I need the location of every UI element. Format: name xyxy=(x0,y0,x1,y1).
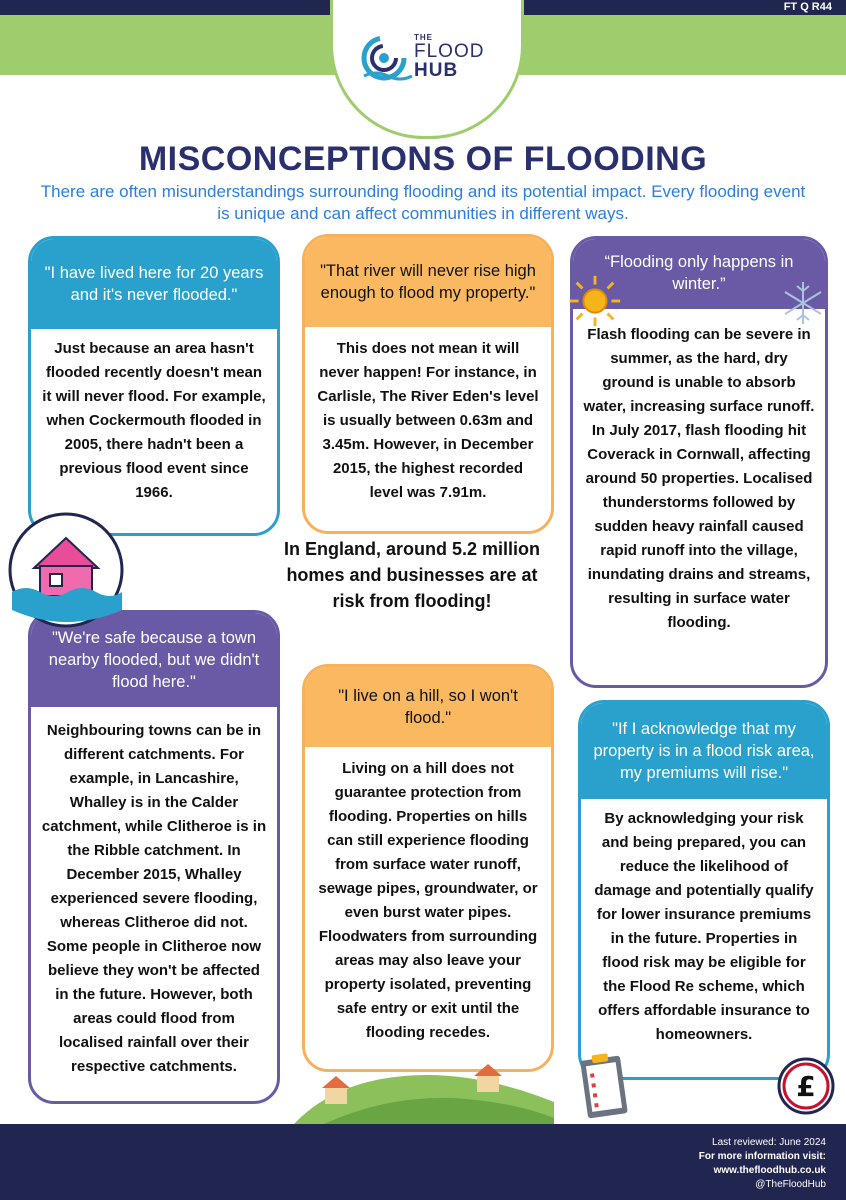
logo-wordmark xyxy=(414,34,484,80)
card-town-nearby xyxy=(28,610,280,1104)
pound-icon xyxy=(776,1056,836,1116)
card-heading: “Flooding only happens in winter.” xyxy=(573,239,825,309)
card-body: Neighbouring towns can be in different catchments. For example, in Lancashire, Whalley is in the Calder catchment, while Clitheroe is in the Ribble catchment. In December 2015, Whalley experienced severe flooding, whereas Clitheroe did not. Some people in Clitheroe now believe they won't be affected in the future. However, both areas could flood from localised rainfall over their respective catchments. xyxy=(41,722,267,1075)
card-live-on-hill xyxy=(302,664,554,1072)
social-handle[interactable]: @TheFloodHub xyxy=(755,1179,826,1190)
hill-houses-icon xyxy=(294,1062,554,1124)
card-heading: "That river will never rise high enough to flood my property." xyxy=(305,237,551,327)
card-never-flooded xyxy=(28,236,280,536)
logo-the: THE xyxy=(414,33,433,42)
logo-flood: FLOOD xyxy=(414,41,485,62)
sun-icon xyxy=(566,272,624,330)
last-reviewed: Last reviewed: June 2024 xyxy=(712,1137,826,1148)
svg-text:£: £ xyxy=(796,1070,816,1103)
page-title: MISCONCEPTIONS OF FLOODING xyxy=(138,140,708,178)
card-heading: "We're safe because a town nearby flooded, but we didn't flood here." xyxy=(31,613,277,707)
website-link[interactable]: www.thefloodhub.co.uk xyxy=(713,1165,826,1176)
card-body: Living on a hill does not guarantee protection from flooding. Properties on hills can still experience flooding from surface water runoff, sewage pipes, groundwater, or even burst water pipes. Floodwaters from surrounding areas may also leave your property isolated, preventing safe entry or exit until the flooding recedes. xyxy=(318,760,538,1041)
footer-info xyxy=(699,1136,826,1192)
logo-hub: HUB xyxy=(414,60,459,81)
card-body: This does not mean it will never happen! For instance, in Carlisle, The River Eden's level is usually between 0.63m and 3.45m. However, in December 2015, the highest recorded level was 7.91m. xyxy=(317,340,539,501)
card-heading: "I live on a hill, so I won't flood." xyxy=(305,667,551,747)
document-code: FT Q R44 xyxy=(783,1,832,13)
flooded-house-icon xyxy=(6,510,126,630)
snowflake-icon xyxy=(778,278,828,328)
card-body: By acknowledging your risk and being prepared, you can reduce the likelihood of damage and potentially qualify for lower insurance premiums in the future. Properties in flood risk may be eligible for the Flood Re scheme, which offers affordable insurance to homeowners. xyxy=(594,810,814,1043)
card-heading: "I have lived here for 20 years and it's never flooded." xyxy=(31,239,277,329)
page-subtitle: There are often misunderstandings surrounding flooding and its potential impact. Every flooding event is unique and can affect communities in different ways. xyxy=(40,182,806,223)
more-info-label: For more information visit: xyxy=(698,1151,826,1162)
card-heading: "If I acknowledge that my property is in a flood risk area, my premiums will rise." xyxy=(581,703,827,799)
risk-statistic: In England, around 5.2 million homes and businesses are at risk from flooding! xyxy=(283,539,541,611)
card-body: Flash flooding can be severe in summer, as the hard, dry ground is unable to absorb water, increasing surface runoff. In July 2017, flash flooding hit Coverack in Cornwall, affecting around 50 properties. Localised thunderstorms followed by sudden heavy rainfall caused rapid runoff into the village, inundating drains and streams, resulting in surface water flooding. xyxy=(583,326,815,631)
card-body: Just because an area hasn't flooded recently doesn't mean it will never flood. For example, when Cockermouth flooded in 2005, there hadn't been a previous flood event since 1966. xyxy=(42,340,266,501)
clipboard-icon xyxy=(580,1050,630,1120)
card-river-rise xyxy=(302,234,554,534)
card-premiums-rise xyxy=(578,700,830,1080)
